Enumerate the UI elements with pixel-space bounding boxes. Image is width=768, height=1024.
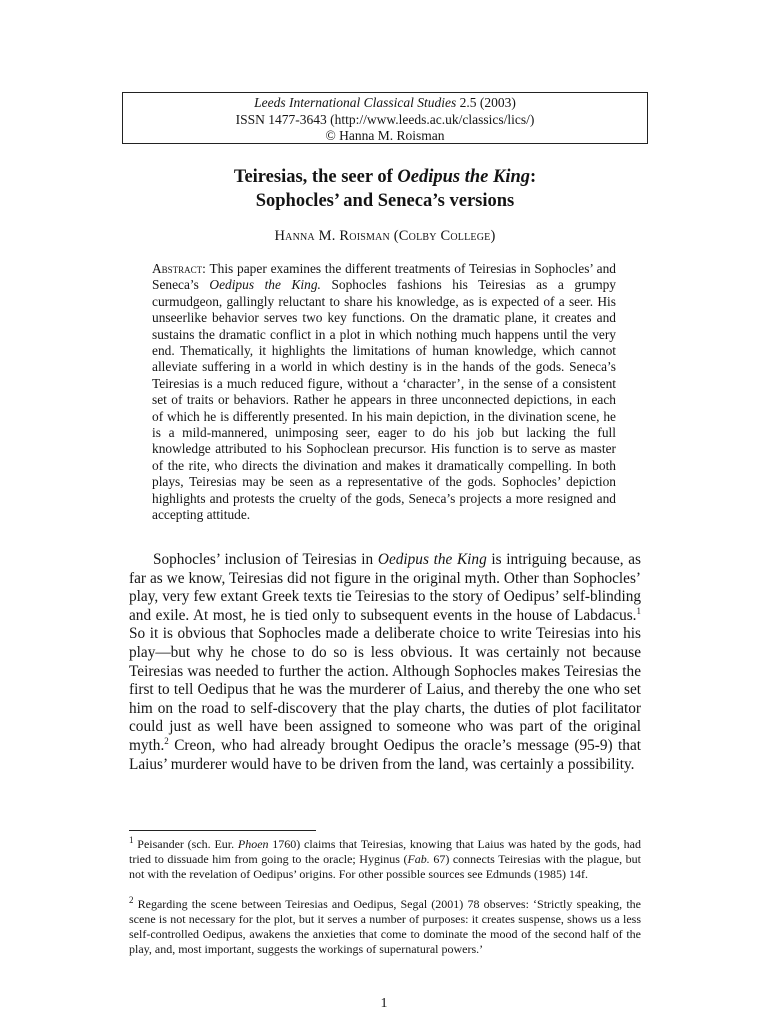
title-prefix: Teiresias, the seer of <box>233 167 398 187</box>
journal-citation <box>123 95 647 112</box>
footnote-2-text: Regarding the scene between Teiresias and Oedipus, Segal (2001) 78 observes: ‘Strictly speaking, the scene is not necessary for the plot, but it serves a number of purposes: it creates suspense, shows us a less self-controlled Oedipus, awakens the anxieties that come to dominate the mood of the second half of the play, and, most important, suggests the workings of supernatural powers.’ <box>129 897 641 956</box>
author-affiliation: Hanna M. Roisman (Colby College) <box>274 228 496 244</box>
page-number: 1 <box>380 996 388 1011</box>
paper-title-line-2: Sophocles’ and Seneca’s versions <box>255 191 515 211</box>
footnote-1 <box>129 837 641 882</box>
title-play-name: Oedipus the King <box>397 167 530 187</box>
footnote-divider <box>129 830 316 831</box>
journal-name: Leeds International Classical Studies <box>254 95 457 110</box>
footnote-ref-2[interactable]: 2 <box>164 735 169 746</box>
abstract-text-2: Sophocles fashions his Teiresias as a grumpy curmudgeon, gallingly reluctant to share his knowledge, as is expected of a seer. His unseerlike behavior serves two key functions. On the dramatic plane, it creates and sustains the dramatic conflict in a plot in which nothing much happens until the very end. Thematically, it highlights the limitations of human knowledge, which cannot alleviate suffering in a world in which destiny is in the hands of the gods. Seneca’s Teiresias is a much reduced figure, without a ‘character’, in the sense of a consistent set of traits or behaviors. Rather he appears in three unconnected depictions, in each of which he is differently presented. In his main depiction, in the divination scene, he is a mild-mannered, unimposing seer, eager to do his job but lacking the full knowledge attributed to his Sophoclean precursor. His function is to serve as master of the rite, who directs the divination and makes it dramatically compelling. In both plays, Teiresias may be seen as a representative of the gods. Sophocles’ depiction highlights and protests the cruelty of the gods, Seneca’s projects a more resigned and accepting attitude. <box>152 277 616 523</box>
footnote-1-italic-2: Fab. <box>407 852 430 866</box>
abstract-label: Abstract: <box>152 261 206 276</box>
title-colon: : <box>530 167 537 187</box>
abstract-italic-title: Oedipus the King. <box>209 277 321 293</box>
footnote-1-text-a: Peisander (sch. Eur. <box>133 837 238 851</box>
journal-volume: 2.5 (2003) <box>459 95 516 110</box>
footnote-2-number: 2 <box>129 895 134 905</box>
body-italic-title: Oedipus the King <box>377 551 487 568</box>
body-text-a: Sophocles’ inclusion of Teiresias in <box>153 551 378 568</box>
journal-header-box <box>122 92 648 144</box>
footnote-1-italic-1: Phoen <box>237 837 269 851</box>
journal-issn: ISSN 1477-3643 (http://www.leeds.ac.uk/classics/lics/) <box>235 111 535 127</box>
abstract-text-1: This paper examines the different treatments of Teiresias in Sophocles’ and Seneca’s <box>152 261 616 293</box>
footnote-1-text-c: 67) connects Teiresias with the plague, but not with the revelation of Oedipus’ origins. For other possible sources see Edmunds (1985) 14f. <box>129 852 641 881</box>
footnote-1-number: 1 <box>129 835 134 845</box>
body-text-c: So it is obvious that Sophocles made a deliberate choice to write Teiresias into his play—but why he chose to do so is less obvious. It was certainly not because Teiresias was needed to further the action. Although Sophocles makes Teiresias the first to tell Oedipus that he was the murderer of Laius, and thereby the one who set him on the road to self-discovery that the play charts, the duties of plot facilitator could just as well have been assigned to someone who was part of the original myth. <box>129 625 641 754</box>
paper-title-line-1 <box>122 165 648 189</box>
footnote-ref-1[interactable]: 1 <box>636 605 641 616</box>
body-paragraph <box>129 551 641 774</box>
body-text-d: Creon, who had already brought Oedipus the oracle’s message (95-9) that Laius’ murderer would have to be driven from the land, was certainly a possibility. <box>129 736 641 773</box>
abstract <box>152 261 616 524</box>
body-text-b: is intriguing because, as far as we know, Teiresias did not figure in the original myth. Other than Sophocles’ play, very few extant Greek texts tie Teiresias to the story of Oedipus’ self-blinding and exile. At most, he is tied only to subsequent events in the house of Labdacus. <box>129 551 642 624</box>
copyright-line: © Hanna M. Roisman <box>325 128 445 143</box>
footnote-1-text-b: 1760) claims that Teiresias, knowing that Laius was hated by the gods, had tried to dissuade him from going to the oracle; Hyginus ( <box>129 837 642 866</box>
footnote-2 <box>129 897 641 957</box>
